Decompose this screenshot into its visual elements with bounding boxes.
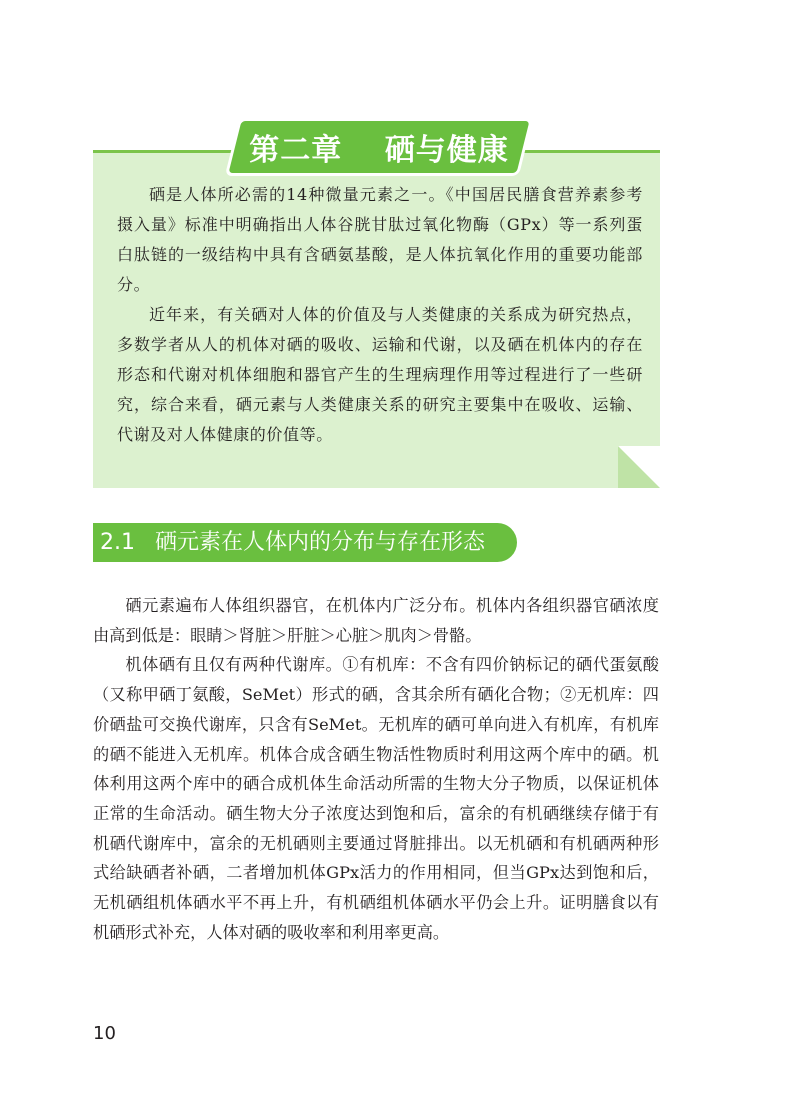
- section-title: 硒元素在人体内的分布与存在形态: [155, 530, 486, 555]
- section-number: 2.1: [100, 530, 135, 555]
- chapter-intro-text: [117, 180, 643, 450]
- section-heading: [100, 523, 485, 562]
- folded-corner: [618, 446, 660, 488]
- section-body: [93, 591, 659, 947]
- page-number: 10: [93, 1023, 116, 1044]
- body-paragraph-1: 硒元素遍布人体组织器官，在机体内广泛分布。机体内各组织器官硒浓度由高到低是：眼睛＞肾脏＞肝脏＞心脏＞肌肉＞骨骼。: [93, 596, 659, 645]
- intro-paragraph-1: 硒是人体所必需的14种微量元素之一。《中国居民膳食营养素参考摄入量》标准中明确指出人体谷胱甘肽过氧化物酶（GPx）等一系列蛋白肽链的一级结构中具有含硒氨基酸，是人体抗氧化作用的重要功能部分。: [117, 185, 643, 294]
- intro-paragraph-2: 近年来，有关硒对人体的价值及与人类健康的关系成为研究热点，多数学者从人的机体对硒的吸收、运输和代谢，以及硒在机体内的存在形态和代谢对机体细胞和器官产生的生理病理作用等过程进行了一些研究，综合来看，硒元素与人类健康关系的研究主要集中在吸收、运输、代谢及对人体健康的价值等。: [117, 305, 643, 444]
- chapter-title: 第二章 硒与健康: [249, 133, 509, 168]
- body-paragraph-2: 机体硒有且仅有两种代谢库。①有机库：不含有四价钠标记的硒代蛋氨酸（又称甲硒丁氨酸，SeMet）形式的硒，含其余所有硒化合物；②无机库：四价硒盐可交换代谢库，只含有SeMet。无机库的硒可单向进入有机库，有机库的硒不能进入无机库。机体合成含硒生物活性物质时利用这两个库中的硒。机体利用这两个库中的硒合成机体生命活动所需的生物大分子物质，以保证机体正常的生命活动。硒生物大分子浓度达到饱和后，富余的有机硒继续存储于有机硒代谢库中，富余的无机硒则主要通过肾脏排出。以无机硒和有机硒两种形式给缺硒者补硒，二者增加机体GPx活力的作用相同，但当GPx达到饱和后，无机硒组机体硒水平不再上升，有机硒组机体硒水平仍会上升。证明膳食以有机硒形式补充，人体对硒的吸收率和利用率更高。: [93, 655, 659, 942]
